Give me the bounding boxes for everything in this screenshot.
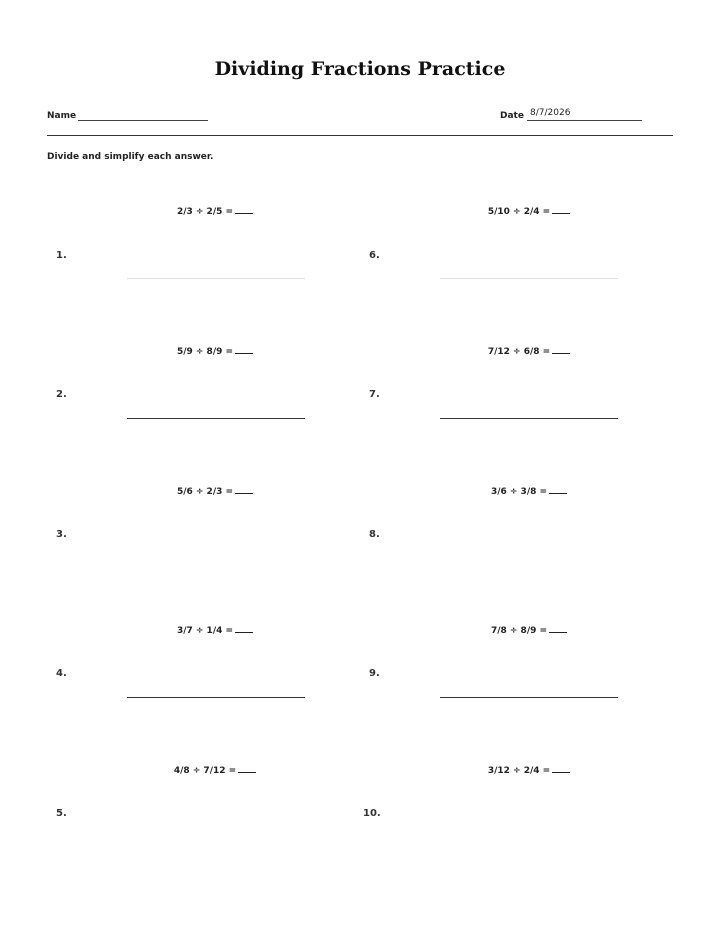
problem-equation: 2/3 ÷ 2/5 = bbox=[60, 205, 370, 217]
equation-blank bbox=[238, 764, 256, 773]
worksheet-title: Dividing Fractions Practice bbox=[214, 58, 506, 80]
equation-blank bbox=[235, 624, 253, 633]
equation-blank bbox=[549, 485, 567, 494]
problem-equation: 4/8 ÷ 7/12 = bbox=[60, 764, 370, 776]
instructions: Divide and simplify each answer. bbox=[47, 152, 214, 162]
equation-blank bbox=[552, 345, 570, 354]
problem-number-5: 5. bbox=[56, 808, 67, 819]
problem-equation: 7/12 ÷ 6/8 = bbox=[374, 345, 684, 357]
problem-2 bbox=[60, 345, 370, 485]
problem-number-10: 10. bbox=[363, 808, 381, 819]
problem-8 bbox=[374, 485, 684, 625]
answer-line-7[interactable] bbox=[440, 418, 618, 419]
problem-1 bbox=[60, 205, 370, 345]
problem-equation: 5/6 ÷ 2/3 = bbox=[60, 485, 370, 497]
problem-equation: 3/6 ÷ 3/8 = bbox=[374, 485, 684, 497]
answer-line-4[interactable] bbox=[127, 697, 305, 698]
problem-3 bbox=[60, 485, 370, 625]
problem-10 bbox=[374, 764, 684, 904]
answer-line-9[interactable] bbox=[440, 697, 618, 698]
problem-number-9: 9. bbox=[369, 668, 380, 679]
answer-line-2[interactable] bbox=[127, 418, 305, 419]
problem-equation: 5/9 ÷ 8/9 = bbox=[60, 345, 370, 357]
problem-number-7: 7. bbox=[369, 389, 380, 400]
problem-number-2: 2. bbox=[56, 389, 67, 400]
problem-equation: 5/10 ÷ 2/4 = bbox=[374, 205, 684, 217]
problem-equation: 3/12 ÷ 2/4 = bbox=[374, 764, 684, 776]
name-field-line[interactable] bbox=[78, 120, 208, 121]
problem-equation: 7/8 ÷ 8/9 = bbox=[374, 624, 684, 636]
equation-blank bbox=[235, 485, 253, 494]
problem-equation: 3/7 ÷ 1/4 = bbox=[60, 624, 370, 636]
equation-blank bbox=[235, 205, 253, 214]
problem-6 bbox=[374, 205, 684, 345]
equation-blank bbox=[552, 205, 570, 214]
answer-line-6[interactable] bbox=[440, 278, 618, 279]
header-divider bbox=[47, 135, 673, 136]
problem-9 bbox=[374, 624, 684, 764]
problem-number-4: 4. bbox=[56, 668, 67, 679]
equation-blank bbox=[235, 345, 253, 354]
equation-blank bbox=[552, 764, 570, 773]
problem-number-1: 1. bbox=[56, 250, 67, 261]
date-label: Date bbox=[500, 111, 524, 121]
equation-blank bbox=[549, 624, 567, 633]
date-field-line[interactable] bbox=[527, 120, 642, 121]
problem-5 bbox=[60, 764, 370, 904]
problem-number-8: 8. bbox=[369, 529, 380, 540]
name-label: Name bbox=[47, 111, 77, 121]
problem-7 bbox=[374, 345, 684, 485]
problem-4 bbox=[60, 624, 370, 764]
problem-number-3: 3. bbox=[56, 529, 67, 540]
problem-number-6: 6. bbox=[369, 250, 380, 261]
date-value: 8/7/2026 bbox=[530, 108, 571, 118]
answer-line-1[interactable] bbox=[127, 278, 305, 279]
